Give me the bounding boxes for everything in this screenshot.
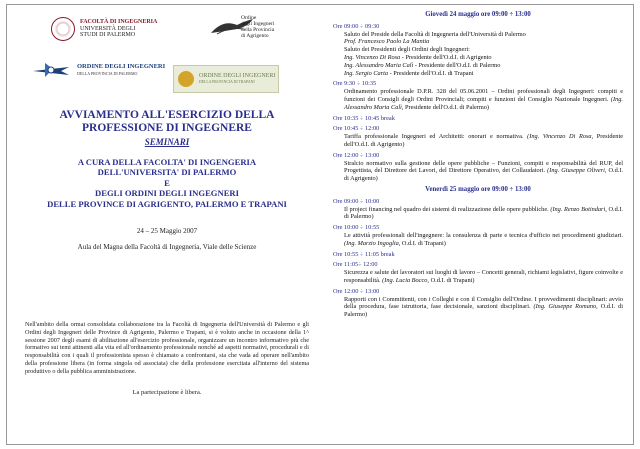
ag-line3: della Provincia <box>241 27 275 33</box>
left-column <box>21 13 313 438</box>
seminari-heading: SEMINARI <box>144 137 190 147</box>
pa-order-name: ORDINE DEGLI INGEGNERI <box>77 63 166 70</box>
ag-line1: Ordine <box>241 15 257 21</box>
faculty-name: FACOLTÀ DI INGEGNERIA <box>80 19 158 26</box>
program-slot: Ore 12:00 ÷ 13:00 Rapporti con i Committenti, con i Colleghi e con il Consiglio dell'Ordine. I provvedimenti disciplinari: avvio della procedura, fase istruttoria, fase decisionale, sanzioni disciplinari. (Ing. Giuseppe Romano, O.d.I. di Palermo) <box>333 287 624 319</box>
program-slot: Ore 9:30 ÷ 10:35 Ordinamento professionale D.P.R. 328 del 05.06.2001 – Ordini professionali degli Ingegneri: compiti e funzioni dei Consigli degli Ordini Provinciali; compiti e funzioni del Consiglio Nazionale Ingegneri. (Ing. Alessandro Maria Calì, Presidente dell'O.d.I. di Palermo) <box>333 80 623 111</box>
winged-emblem-icon <box>31 57 71 83</box>
program-slot: Ore 11:05÷ 12:00 Sicurezza e salute dei lavoratori sui luoghi di lavoro – Concetti generali, richiami legislativi, figure coinvolte e responsabilità. (Ing. Lucia Bocco, O.d.I. di Trapani) <box>333 261 623 284</box>
organizers-block: A CURA DELLA FACOLTA' DI INGENGERIA DELL'UNIVERSITA' DI PALERMO E DEGLI ORDINI DEGLI INGEGNERI DELLE PROVINCE DI AGRIGENTO, PALERMO E TRAPANI <box>47 157 287 209</box>
program-slot: Ore 10:55 ÷ 11:05 break <box>333 250 395 258</box>
tp-order-name: ORDINE DEGLI INGEGNERI <box>199 72 276 79</box>
event-date: 24 – 25 Maggio 2007 <box>136 227 198 235</box>
faculty-sub2: STUDI DI PALERMO <box>80 32 136 39</box>
program-slot: Ore 10:45 ÷ 12:00 Tariffa professionale Ingegneri ed Architetti: onorari e normativa. (Ing. Vincenzo Di Rosa, Presidente dell'O.d.I. di Agrigento) <box>333 125 623 148</box>
program-slot: Ore 10:35 ÷ 10:45 break <box>333 114 395 122</box>
tp-order-sub: DELLA PROVINCIA DI TRAPANI <box>199 80 255 84</box>
faculty-sub1: UNIVERSITÀ DEGLI <box>80 25 136 32</box>
intro-paragraph: Nell'ambito della ormai consolidata collaborazione tra la Facoltà di Ingegneria dell'Università di Palermo e gli Ordini degli Ingegneri delle Province di Agrigento, Palermo e Trapani, si è voluto anche in occasione della 1^ sessione 2007 degli esami di abilitazione all'esercizio professionale, organizzare un incontro informativo più che formativo sui temi attinenti alla vita ed all'ordinamento professionale nonché ad aspetti normativi, procedurali e di responsabilità con i quali il professionista spesso è chiamato a confrontarsi, sia che vada ad operare nell'ambito della professione libera (in forma singola od associata) che della professione esercitata all'interno del sistema produttivo o della pubblica amministrazione. <box>25 321 309 375</box>
program-slot: Ore 09:00 ÷ 10:00 Il project financing nel quadro dei sistemi di realizzazione delle opere pubbliche. (Ing. Renzo Botindari, O.d.I. di Palermo) <box>333 197 623 221</box>
faculty-logo <box>51 17 157 41</box>
trapani-order-logo <box>173 65 279 93</box>
pa-order-sub: DELLA PROVINCIA DI PALERMO <box>77 71 138 76</box>
event-location: Aula del Magna della Facoltà di Ingegneria, Viale delle Scienze <box>77 243 257 251</box>
ag-line2: degli Ingegneri <box>241 21 275 27</box>
day2-header: Venerdì 25 maggio ore 09:00 ÷ 13:00 <box>425 185 531 193</box>
agrigento-order-logo <box>207 15 274 39</box>
ag-line4: di Agrigento <box>241 33 269 39</box>
day1-header: Giovedì 24 maggio ore 09:00 ÷ 13:00 <box>425 11 531 18</box>
main-title: AVVIAMENTO ALL'ESERCIZIO DELLA PROFESSIONE DI INGEGNERE <box>59 109 275 134</box>
palermo-order-logo <box>31 57 165 83</box>
program-slot: Ore 09:00 ÷ 09:30 Saluto del Preside della Facoltà di Ingegneria dell'Università di Palermo Prof. Francesco Paolo La Mantia Saluto dei Presidenti degli Ordini degli Ingegneri: Ing. Vincenzo Di Rosa - Presidente dell'O.d.I. di Agrigento Ing. Alessandro Maria Calì - Presidente dell'O.d.I. di Palermo Ing. Sergio Carta - Presidente dell'O.d.I. di Trapani <box>333 22 526 77</box>
program-slot: Ore 10:00 ÷ 10:55 Le attività professionali dell'ingegnere: la consulenza di parte e tecnica d'ufficio nei procedimenti giudiziari. (Ing. Marzio Ingoglia, O.d.I. di Trapani) <box>333 224 623 247</box>
university-seal-icon <box>51 17 75 41</box>
flyer-page <box>6 4 634 445</box>
program-slot: Ore 12:00 ÷ 13:00 Stralcio normativo sulla gestione delle opere pubbliche – Funzioni, compiti e responsabilità del RUP, del Progettista, del Direttore dei Lavori, del Direttore Operativo, dei Collaudatori. (Ing. Giuseppe Oliveri, O.d.I. di Agrigento) <box>333 151 623 183</box>
program-column <box>333 9 623 442</box>
participation-note: La partecipazione è libera. <box>132 389 202 396</box>
trapani-emblem-icon <box>178 71 194 87</box>
